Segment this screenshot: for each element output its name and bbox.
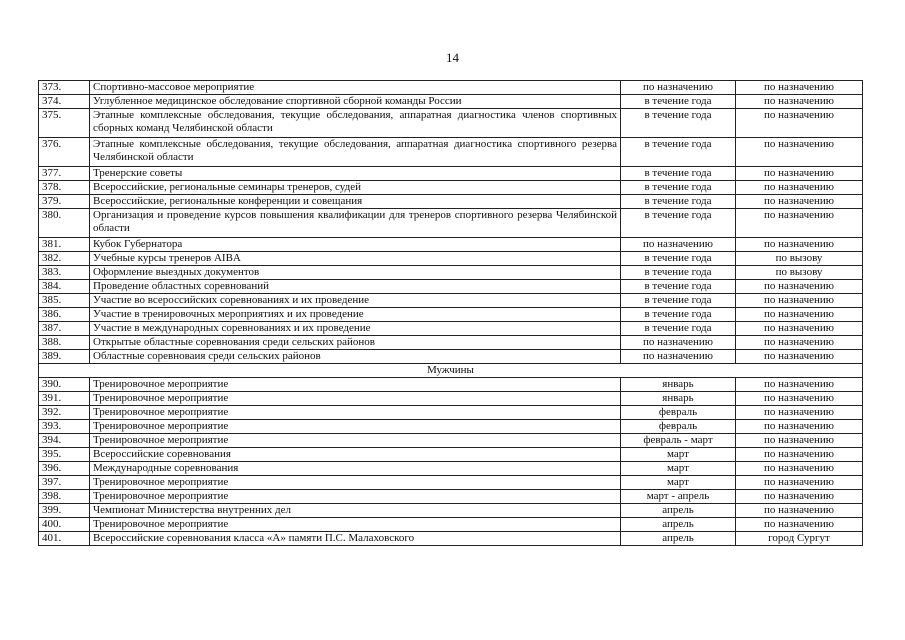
event-term: в течение года: [621, 195, 736, 209]
event-name: Участие в международных соревнованиях и их проведение: [90, 322, 621, 336]
event-place: по назначению: [736, 280, 863, 294]
event-place: по назначению: [736, 420, 863, 434]
table-row: [39, 209, 863, 238]
row-number: 390.: [39, 378, 90, 392]
row-number: 377.: [39, 167, 90, 181]
event-term: март: [621, 476, 736, 490]
event-place: по назначению: [736, 294, 863, 308]
event-place: по назначению: [736, 195, 863, 209]
event-term: январь: [621, 392, 736, 406]
event-name: Тренировочное мероприятие: [90, 406, 621, 420]
event-name: Тренировочное мероприятие: [90, 518, 621, 532]
event-term: в течение года: [621, 167, 736, 181]
table-row: [39, 252, 863, 266]
table-row: [39, 504, 863, 518]
event-name: Организация и проведение курсов повышения квалификации для тренеров спортивного резерва Челябинской области: [90, 209, 621, 238]
events-table-men: [39, 378, 863, 546]
events-table-top: [39, 81, 863, 364]
event-name: Всероссийские соревнования: [90, 448, 621, 462]
event-term: в течение года: [621, 138, 736, 167]
row-number: 395.: [39, 448, 90, 462]
row-number: 396.: [39, 462, 90, 476]
event-term: в течение года: [621, 181, 736, 195]
table-row: [39, 462, 863, 476]
event-term: январь: [621, 378, 736, 392]
table-row: [39, 238, 863, 252]
row-number: 388.: [39, 336, 90, 350]
event-name: Тренировочное мероприятие: [90, 434, 621, 448]
event-term: в течение года: [621, 308, 736, 322]
row-number: 389.: [39, 350, 90, 364]
event-place: по вызову: [736, 252, 863, 266]
event-name: Этапные комплексные обследования, текущие обследования, аппаратная диагностика спортивного резерва Челябинской области: [90, 138, 621, 167]
event-term: по назначению: [621, 238, 736, 252]
row-number: 382.: [39, 252, 90, 266]
event-name: Этапные комплексные обследования, текущие обследования, аппаратная диагностика членов спортивных сборных команд Челябинской области: [90, 109, 621, 138]
event-place: по назначению: [736, 350, 863, 364]
event-name: Кубок Губернатора: [90, 238, 621, 252]
table-row: [39, 181, 863, 195]
event-term: в течение года: [621, 252, 736, 266]
event-name: Международные соревнования: [90, 462, 621, 476]
event-place: по назначению: [736, 392, 863, 406]
table-row: [39, 406, 863, 420]
table-row: [39, 280, 863, 294]
event-term: март - апрель: [621, 490, 736, 504]
row-number: 379.: [39, 195, 90, 209]
event-place: по назначению: [736, 336, 863, 350]
event-name: Открытые областные соревнования среди сельских районов: [90, 336, 621, 350]
event-name: Чемпионат Министерства внутренних дел: [90, 504, 621, 518]
event-place: по назначению: [736, 504, 863, 518]
event-place: по вызову: [736, 266, 863, 280]
event-name: Участие во всероссийских соревнованиях и их проведение: [90, 294, 621, 308]
table-row: [39, 392, 863, 406]
event-term: апрель: [621, 532, 736, 546]
row-number: 393.: [39, 420, 90, 434]
event-name: Оформление выездных документов: [90, 266, 621, 280]
event-term: февраль - март: [621, 434, 736, 448]
event-place: по назначению: [736, 181, 863, 195]
event-name: Всероссийские, региональные семинары тренеров, судей: [90, 181, 621, 195]
page-number: 14: [446, 50, 459, 65]
table-row: [39, 490, 863, 504]
event-place: по назначению: [736, 406, 863, 420]
table-row: [39, 448, 863, 462]
event-place: по назначению: [736, 138, 863, 167]
event-place: по назначению: [736, 490, 863, 504]
event-place: по назначению: [736, 322, 863, 336]
event-term: март: [621, 462, 736, 476]
event-term: февраль: [621, 406, 736, 420]
event-place: город Сургут: [736, 532, 863, 546]
event-term: в течение года: [621, 109, 736, 138]
event-place: по назначению: [736, 448, 863, 462]
section-men: [39, 364, 863, 378]
event-term: в течение года: [621, 280, 736, 294]
row-number: 399.: [39, 504, 90, 518]
events-table: [38, 80, 863, 546]
event-place: по назначению: [736, 167, 863, 181]
table-row: [39, 532, 863, 546]
section-title: Мужчины: [39, 364, 863, 378]
table-row: [39, 350, 863, 364]
event-place: по назначению: [736, 109, 863, 138]
event-place: по назначению: [736, 308, 863, 322]
event-term: в течение года: [621, 322, 736, 336]
row-number: 397.: [39, 476, 90, 490]
event-name: Тренировочное мероприятие: [90, 476, 621, 490]
event-name: Тренировочное мероприятие: [90, 378, 621, 392]
event-name: Тренировочное мероприятие: [90, 392, 621, 406]
section-header-row: [39, 364, 863, 378]
event-place: по назначению: [736, 238, 863, 252]
table-row: [39, 476, 863, 490]
table-row: [39, 266, 863, 280]
event-term: по назначению: [621, 336, 736, 350]
row-number: 374.: [39, 95, 90, 109]
table-row: [39, 81, 863, 95]
table-row: [39, 138, 863, 167]
row-number: 383.: [39, 266, 90, 280]
table-row: [39, 167, 863, 181]
table-row: [39, 294, 863, 308]
event-place: по назначению: [736, 518, 863, 532]
event-term: в течение года: [621, 266, 736, 280]
event-place: по назначению: [736, 81, 863, 95]
table-row: [39, 420, 863, 434]
event-name: Углубленное медицинское обследование спортивной сборной команды России: [90, 95, 621, 109]
row-number: 381.: [39, 238, 90, 252]
event-name: Учебные курсы тренеров AIBA: [90, 252, 621, 266]
row-number: 380.: [39, 209, 90, 238]
event-term: февраль: [621, 420, 736, 434]
event-term: в течение года: [621, 95, 736, 109]
row-number: 392.: [39, 406, 90, 420]
event-name: Тренировочное мероприятие: [90, 490, 621, 504]
table-row: [39, 518, 863, 532]
event-term: по назначению: [621, 350, 736, 364]
table-row: [39, 308, 863, 322]
row-number: 378.: [39, 181, 90, 195]
event-name: Всероссийские соревнования класса «А» памяти П.С. Малаховского: [90, 532, 621, 546]
event-term: апрель: [621, 504, 736, 518]
event-name: Спортивно-массовое мероприятие: [90, 81, 621, 95]
row-number: 400.: [39, 518, 90, 532]
table-row: [39, 434, 863, 448]
event-term: апрель: [621, 518, 736, 532]
event-term: в течение года: [621, 209, 736, 238]
event-place: по назначению: [736, 434, 863, 448]
row-number: 387.: [39, 322, 90, 336]
table-row: [39, 322, 863, 336]
row-number: 385.: [39, 294, 90, 308]
table-row: [39, 195, 863, 209]
row-number: 376.: [39, 138, 90, 167]
event-place: по назначению: [736, 209, 863, 238]
event-name: Тренировочное мероприятие: [90, 420, 621, 434]
event-place: по назначению: [736, 462, 863, 476]
row-number: 394.: [39, 434, 90, 448]
table-row: [39, 95, 863, 109]
event-term: март: [621, 448, 736, 462]
event-place: по назначению: [736, 378, 863, 392]
row-number: 398.: [39, 490, 90, 504]
row-number: 384.: [39, 280, 90, 294]
event-name: Проведение областных соревнований: [90, 280, 621, 294]
event-term: в течение года: [621, 294, 736, 308]
row-number: 401.: [39, 532, 90, 546]
event-name: Областные соревноваия среди сельских районов: [90, 350, 621, 364]
event-term: по назначению: [621, 81, 736, 95]
table-row: [39, 378, 863, 392]
table-row: [39, 336, 863, 350]
row-number: 386.: [39, 308, 90, 322]
table-row: [39, 109, 863, 138]
event-name: Тренерские советы: [90, 167, 621, 181]
row-number: 375.: [39, 109, 90, 138]
row-number: 391.: [39, 392, 90, 406]
event-place: по назначению: [736, 476, 863, 490]
event-name: Участие в тренировочных мероприятиях и их проведение: [90, 308, 621, 322]
row-number: 373.: [39, 81, 90, 95]
event-place: по назначению: [736, 95, 863, 109]
event-name: Всероссийские, региональные конференции и совещания: [90, 195, 621, 209]
